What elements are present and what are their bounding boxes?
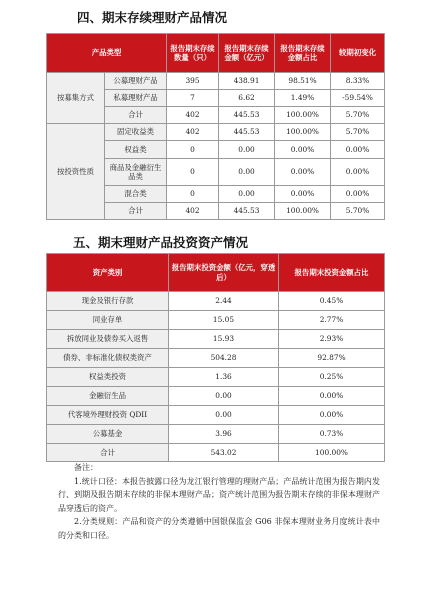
row-amount: 445.53 [219, 107, 275, 124]
header-product-type: 产品类型 [47, 34, 167, 73]
header-amount: 报告期末存续金额（亿元） [219, 34, 275, 73]
asset-name: 拆放同业及债券买入返售 [47, 330, 169, 349]
asset-amount: 3.96 [169, 425, 279, 444]
table-row [47, 311, 385, 330]
row-amount: 438.91 [219, 73, 275, 90]
row-count: 0 [167, 141, 219, 159]
asset-share: 0.73% [279, 425, 385, 444]
table-row [47, 292, 385, 311]
row-count: 0 [167, 186, 219, 203]
asset-amount: 543.02 [169, 444, 279, 462]
row-share: 100.00% [275, 203, 331, 220]
asset-amount: 1.36 [169, 368, 279, 387]
row-count: 0 [167, 159, 219, 186]
table-row [47, 124, 385, 141]
row-share: 100.00% [275, 107, 331, 124]
row-change: 5.70% [331, 203, 385, 220]
row-share: 98.51% [275, 73, 331, 90]
row-change: 0.00% [331, 141, 385, 159]
asset-share: 0.45% [279, 292, 385, 311]
header-invest-share: 报告期末投资金额占比 [279, 254, 385, 292]
table-row [47, 368, 385, 387]
asset-amount: 0.00 [169, 406, 279, 425]
row-name: 混合类 [105, 186, 167, 203]
row-change: 0.00% [331, 159, 385, 186]
notes [58, 461, 380, 542]
row-change: 0.00% [331, 186, 385, 203]
asset-name: 代客境外理财投资 QDII [47, 406, 169, 425]
row-count: 395 [167, 73, 219, 90]
asset-amount: 504.28 [169, 349, 279, 368]
row-name: 商品及金融衍生品类 [105, 159, 167, 186]
asset-amount: 0.00 [169, 387, 279, 406]
row-count: 402 [167, 107, 219, 124]
row-count: 402 [167, 203, 219, 220]
table-row [47, 387, 385, 406]
product-table [46, 33, 385, 220]
asset-amount: 15.93 [169, 330, 279, 349]
row-change: 5.70% [331, 107, 385, 124]
asset-name: 合计 [47, 444, 169, 462]
row-count: 7 [167, 90, 219, 107]
table-row [47, 330, 385, 349]
asset-name: 金融衍生品 [47, 387, 169, 406]
row-amount: 0.00 [219, 186, 275, 203]
asset-name: 公募基金 [47, 425, 169, 444]
note-classification: 2.分类规则：产品和资产的分类遵循中国银保监会 G06 非保本理财业务月度统计表中的分类和口径。 [58, 517, 380, 540]
asset-amount: 2.44 [169, 292, 279, 311]
row-amount: 445.53 [219, 124, 275, 141]
asset-share: 92.87% [279, 349, 385, 368]
asset-share: 2.93% [279, 330, 385, 349]
header-asset-type: 资产类别 [47, 254, 169, 292]
table-row [47, 425, 385, 444]
row-amount: 445.53 [219, 203, 275, 220]
group-label-nature: 按投资性质 [47, 124, 105, 220]
asset-name: 权益类投资 [47, 368, 169, 387]
asset-share: 0.00% [279, 387, 385, 406]
row-change: 5.70% [331, 124, 385, 141]
section4-title: 四、期末存续理财产品情况 [77, 10, 228, 25]
row-name: 私募理财产品 [105, 90, 167, 107]
row-change: 8.33% [331, 73, 385, 90]
row-name: 权益类 [105, 141, 167, 159]
notes-heading: 备注： [74, 463, 98, 472]
asset-amount: 15.05 [169, 311, 279, 330]
table-row [47, 73, 385, 90]
asset-share: 2.77% [279, 311, 385, 330]
asset-name: 债券、非标准化债权类资产 [47, 349, 169, 368]
header-share: 报告期末存续金额占比 [275, 34, 331, 73]
asset-share: 0.25% [279, 368, 385, 387]
row-name: 合计 [105, 203, 167, 220]
row-share: 0.00% [275, 159, 331, 186]
row-amount: 6.62 [219, 90, 275, 107]
row-count: 402 [167, 124, 219, 141]
row-amount: 0.00 [219, 159, 275, 186]
row-name: 固定收益类 [105, 124, 167, 141]
row-name: 合计 [105, 107, 167, 124]
row-share: 0.00% [275, 186, 331, 203]
row-change: -59.54% [331, 90, 385, 107]
row-share: 100.00% [275, 124, 331, 141]
section5-title: 五、期末理财产品投资资产情况 [73, 235, 249, 250]
table-row [47, 406, 385, 425]
group-label-raising: 按募集方式 [47, 73, 105, 124]
asset-table [46, 253, 385, 462]
row-share: 0.00% [275, 141, 331, 159]
table-row [47, 349, 385, 368]
asset-name: 同业存单 [47, 311, 169, 330]
row-share: 1.49% [275, 90, 331, 107]
asset-share: 100.00% [279, 444, 385, 462]
header-invest-amount: 报告期末投资金额（亿元，穿透后） [169, 254, 279, 292]
header-change: 较期初变化 [331, 34, 385, 73]
note-scope: 1.统计口径：本报告披露口径为龙江银行管理的理财产品；产品统计范围为报告期内发行、到期及报告期末存续的非保本理财产品；资产统计范围为报告期末存续的非保本理财产品穿透后的资产。 [58, 476, 380, 513]
row-name: 公募理财产品 [105, 73, 167, 90]
asset-share: 0.00% [279, 406, 385, 425]
row-amount: 0.00 [219, 141, 275, 159]
table-row [47, 444, 385, 462]
header-count: 报告期末存续数量（只） [167, 34, 219, 73]
asset-name: 现金及银行存款 [47, 292, 169, 311]
